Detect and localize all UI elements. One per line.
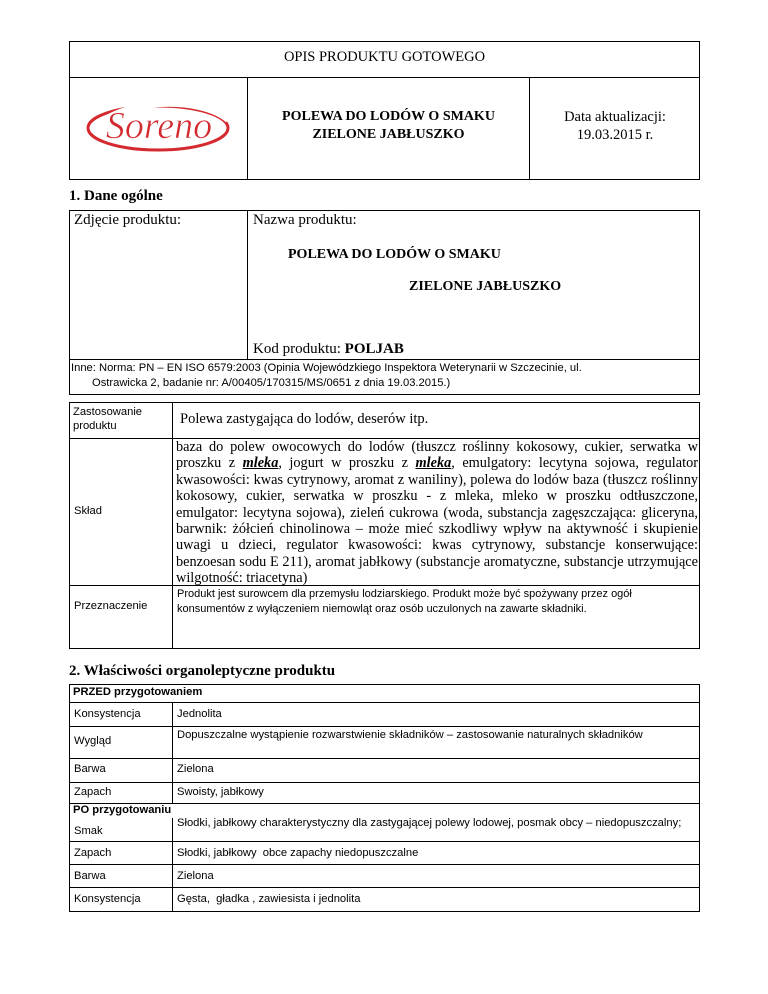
usage-label-2: produktu: [73, 420, 117, 432]
before-label-smell: Zapach: [74, 786, 112, 798]
name-label: Nazwa produktu:: [253, 212, 357, 228]
update-label: Data aktualizacji:: [564, 109, 666, 125]
doc-title: OPIS PRODUKTU GOTOWEGO: [283, 49, 486, 65]
logo-text: Soreno: [105, 105, 213, 147]
after-value-consistency: Gęsta, gładka , zawiesista i jednolita: [177, 893, 361, 905]
after-label-color: Barwa: [74, 870, 106, 882]
before-label-color: Barwa: [74, 763, 106, 775]
after-value-taste: Słodki, jabłkowy charakterystyczny dla zastygającej polewy lodowej, posmak obcy – niedopuszczalny;: [177, 817, 682, 829]
after-label-taste: Smak: [74, 825, 103, 837]
update-date: 19.03.2015 r.: [576, 127, 654, 143]
section1-heading: 1. Dane ogólne: [69, 188, 163, 204]
before-label-consistency: Konsystencja: [74, 708, 141, 720]
purpose-value: Produkt jest surowcem dla przemysłu lodziarskiego. Produkt może być spożywany przez ogół konsumentów z wyłączeniem niemowląt oraz osób uczulonych na zawarte składniki.: [177, 588, 632, 615]
before-value-appearance: Dopuszczalne wystąpienie rozwarstwienie składników – zastosowanie naturalnych składników: [177, 729, 643, 741]
photo-label: Zdjęcie produktu:: [74, 212, 182, 228]
before-value-consistency: Jednolita: [177, 708, 222, 720]
after-heading: PO przygotowaniu: [73, 804, 172, 816]
composition-label: Skład: [74, 505, 102, 517]
after-label-smell: Zapach: [74, 847, 112, 859]
other-line2: Ostrawicka 2, badanie nr: A/00405/170315/MS/0651 z dnia 19.03.2015.): [92, 377, 451, 389]
code-value: POLJAB: [344, 341, 404, 357]
code-label: Kod produktu:: [253, 341, 345, 357]
product-title-line1: POLEWA DO LODÓW O SMAKU: [282, 109, 495, 124]
before-value-color: Zielona: [177, 763, 214, 775]
usage-label-1: Zastosowanie: [73, 406, 143, 418]
after-value-smell: Słodki, jabłkowy obce zapachy niedopuszczalne: [177, 847, 419, 859]
name-line2: ZIELONE JABŁUSZKO: [409, 279, 562, 294]
soreno-logo: [80, 90, 238, 162]
section2-heading: 2. Właściwości organoleptyczne produktu: [69, 663, 336, 679]
before-value-smell: Swoisty, jabłkowy: [177, 786, 264, 798]
name-line1: POLEWA DO LODÓW O SMAKU: [288, 247, 501, 262]
composition-value: baza do polew owocowych do lodów (tłuszcz roślinny kokosowy, cukier, serwatka w proszku z mleka, jogurt w proszku z mleka, emulgatory: lecytyna sojowa, regulator kwasowości: kwas cytrynowy, aromat z waniliny), polewa do lodów baza (tłuszcz roślinny kokosowy, cukier, serwatka w proszku - z mleka, mleko w proszku odtłuszczone, emulgator: lecytyna sojowa), zieleń cukrowa (woda, substancja zagęszczająca: gliceryna, barwnik: żółcień chinolinowa – może mieć szkodliwy wpływ na aktywność i skupienie uwagi u dzieci, regulator kwasowości: kwas cytrynowy, substancje konserwujące: benzoesan sodu E 211), aromat jabłkowy (substancje aromatyczne, substancje utrzymujące wilgotność: triacetyna): [176, 439, 698, 587]
other-line1: Inne: Norma: PN – EN ISO 6579:2003 (Opinia Wojewódzkiego Inspektora Weterynarii w Szczecinie, ul.: [71, 362, 582, 374]
after-label-consistency: Konsystencja: [74, 893, 141, 905]
after-value-color: Zielona: [177, 870, 214, 882]
before-heading: PRZED przygotowaniem: [73, 686, 203, 698]
purpose-label: Przeznaczenie: [74, 600, 148, 612]
usage-value: Polewa zastygająca do lodów, deserów itp.: [180, 411, 429, 427]
product-title-line2: ZIELONE JABŁUSZKO: [312, 127, 465, 142]
before-label-appearance: Wygląd: [74, 735, 112, 747]
